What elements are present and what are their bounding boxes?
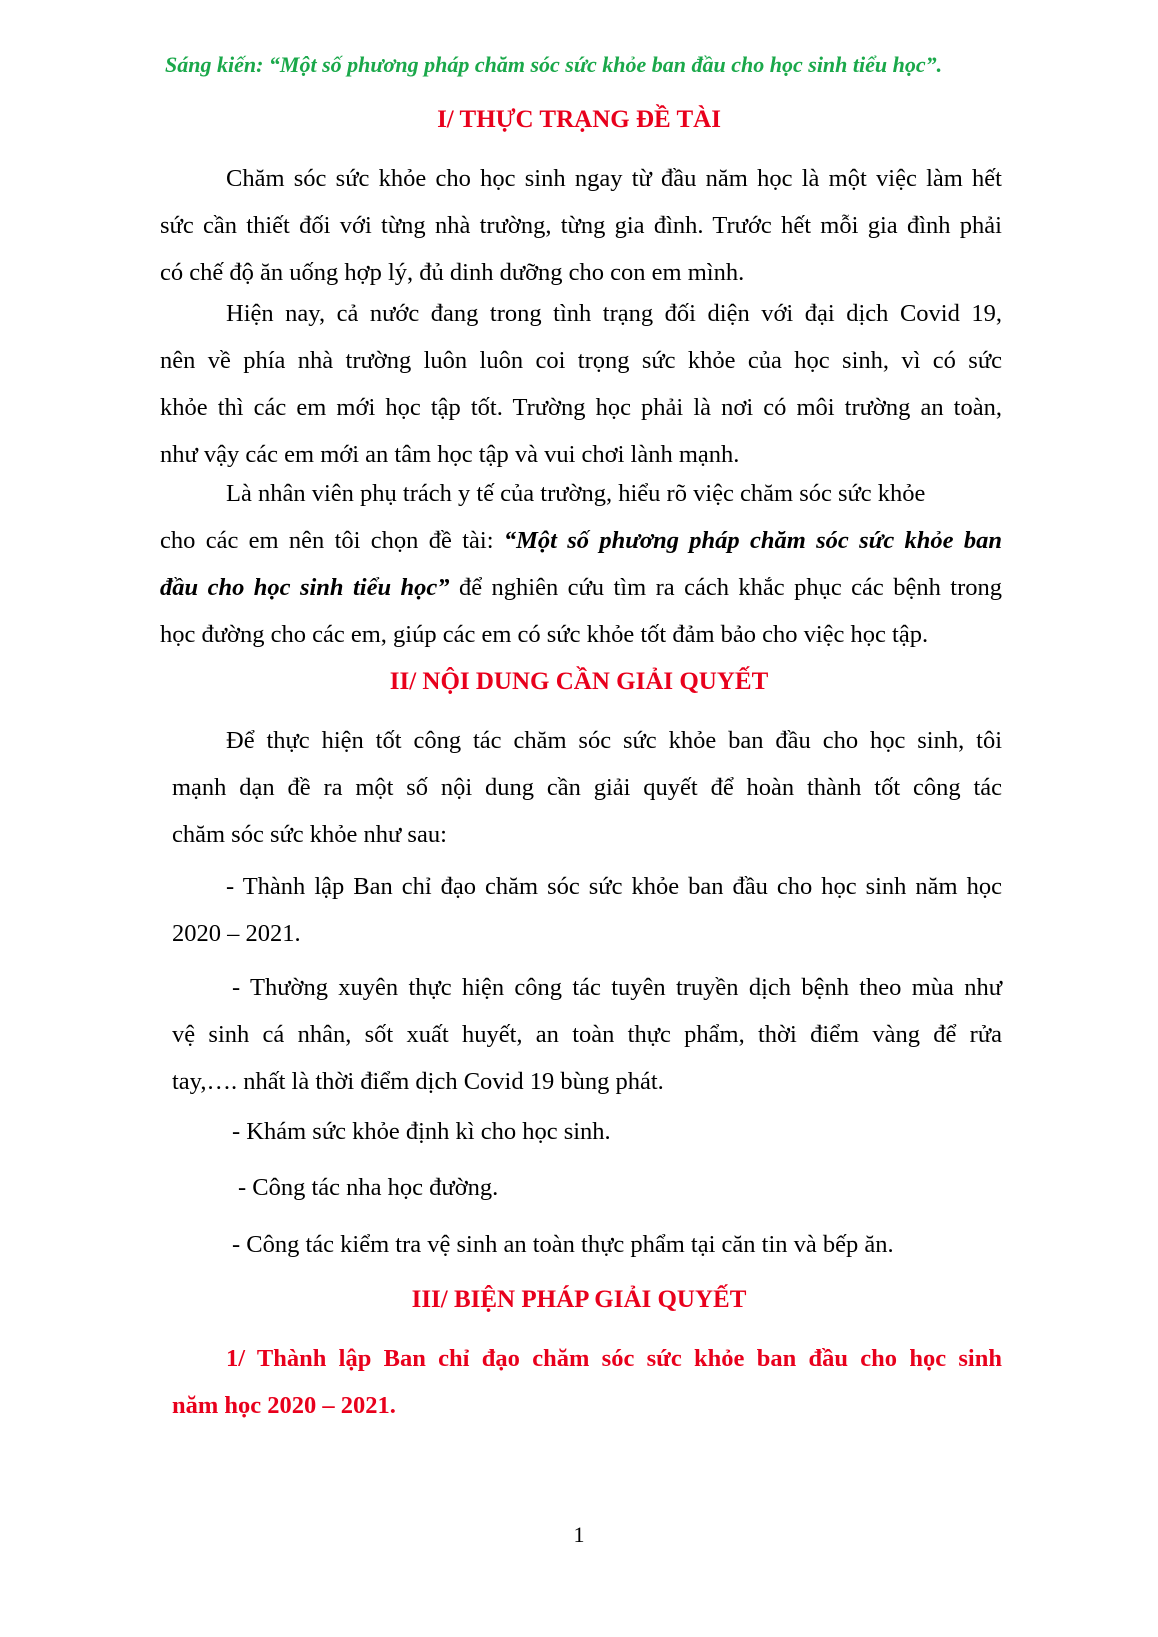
content-item-2 — [172, 964, 1002, 1105]
paragraph-text: cho các em nên tôi chọn đề tài: — [160, 527, 504, 554]
paragraph-text: để nghiên cứu tìm ra cách khắc phục các bệnh trong — [449, 574, 1002, 601]
section-1-paragraph-3 — [160, 470, 1002, 658]
paragraph-line: chăm sóc sức khỏe như sau: — [172, 821, 447, 848]
content-item-5: - Công tác kiểm tra vệ sinh an toàn thực phẩm tại căn tin và bếp ăn. — [232, 1231, 894, 1258]
paragraph-line: như vậy các em mới an tâm học tập và vui chơi lành mạnh. — [160, 441, 740, 468]
paragraph-line: Để thực hiện tốt công tác chăm sóc sức khỏe ban đầu cho học sinh, tôi — [226, 727, 1002, 754]
section-2-heading: II/ NỘI DUNG CẦN GIẢI QUYẾT — [389, 668, 769, 695]
paragraph-line: - Thành lập Ban chỉ đạo chăm sóc sức khỏe ban đầu cho học sinh năm học — [226, 873, 1002, 900]
paragraph-line: sức cần thiết đối với từng nhà trường, từng gia đình. Trước hết mỗi gia đình phải — [160, 212, 1002, 239]
paragraph-line: khỏe thì các em mới học tập tốt. Trường học phải là nơi có môi trường an toàn, — [160, 394, 1002, 421]
section-1-heading: I/ THỰC TRẠNG ĐỀ TÀI — [437, 106, 721, 133]
section-1-paragraph-1 — [160, 155, 1002, 296]
initiative-header: Sáng kiến: “Một số phương pháp chăm sóc sức khỏe ban đầu cho học sinh tiểu học”. — [165, 52, 943, 77]
topic-title: đầu cho học sinh tiểu học” — [160, 574, 450, 601]
paragraph-line — [160, 564, 1002, 611]
paragraph-line: Là nhân viên phụ trách y tế của trường, hiểu rõ việc chăm sóc sức khỏe — [226, 480, 926, 507]
section-3-heading: III/ BIỆN PHÁP GIẢI QUYẾT — [411, 1286, 747, 1313]
paragraph-line: có chế độ ăn uống hợp lý, đủ dinh dưỡng cho con em mình. — [160, 259, 745, 286]
paragraph-line: Chăm sóc sức khỏe cho học sinh ngay từ đầu năm học là một việc làm hết — [226, 165, 1002, 192]
paragraph-line: học đường cho các em, giúp các em có sức khỏe tốt đảm bảo cho việc học tập. — [160, 621, 929, 648]
paragraph-line — [160, 517, 1002, 564]
paragraph-line: mạnh dạn đề ra một số nội dung cần giải quyết để hoàn thành tốt công tác — [172, 774, 1002, 801]
paragraph-line: - Thường xuyên thực hiện công tác tuyên truyền dịch bệnh theo mùa như — [232, 974, 1002, 1001]
subheading-line: năm học 2020 – 2021. — [172, 1392, 396, 1419]
page-number: 1 — [573, 1522, 585, 1547]
paragraph-line: vệ sinh cá nhân, sốt xuất huyết, an toàn thực phẩm, thời điểm vàng để rửa — [172, 1021, 1002, 1048]
section-3-subheading — [172, 1335, 1002, 1429]
paragraph-line: Hiện nay, cả nước đang trong tình trạng đối diện với đại dịch Covid 19, — [226, 300, 1002, 327]
section-2-intro — [172, 717, 1002, 858]
content-item-1 — [172, 863, 1002, 957]
subheading-line: 1/ Thành lập Ban chỉ đạo chăm sóc sức khỏe ban đầu cho học sinh — [226, 1345, 1002, 1372]
section-1-paragraph-2 — [160, 290, 1002, 478]
topic-title: “Một số phương pháp chăm sóc sức khỏe ban — [503, 527, 1002, 554]
paragraph-line: 2020 – 2021. — [172, 920, 301, 947]
content-item-3: - Khám sức khỏe định kì cho học sinh. — [232, 1118, 611, 1145]
paragraph-line: tay,…. nhất là thời điểm dịch Covid 19 bùng phát. — [172, 1068, 664, 1095]
content-item-4: - Công tác nha học đường. — [238, 1174, 499, 1201]
paragraph-line: nên về phía nhà trường luôn luôn coi trọng sức khỏe của học sinh, vì có sức — [160, 347, 1002, 374]
